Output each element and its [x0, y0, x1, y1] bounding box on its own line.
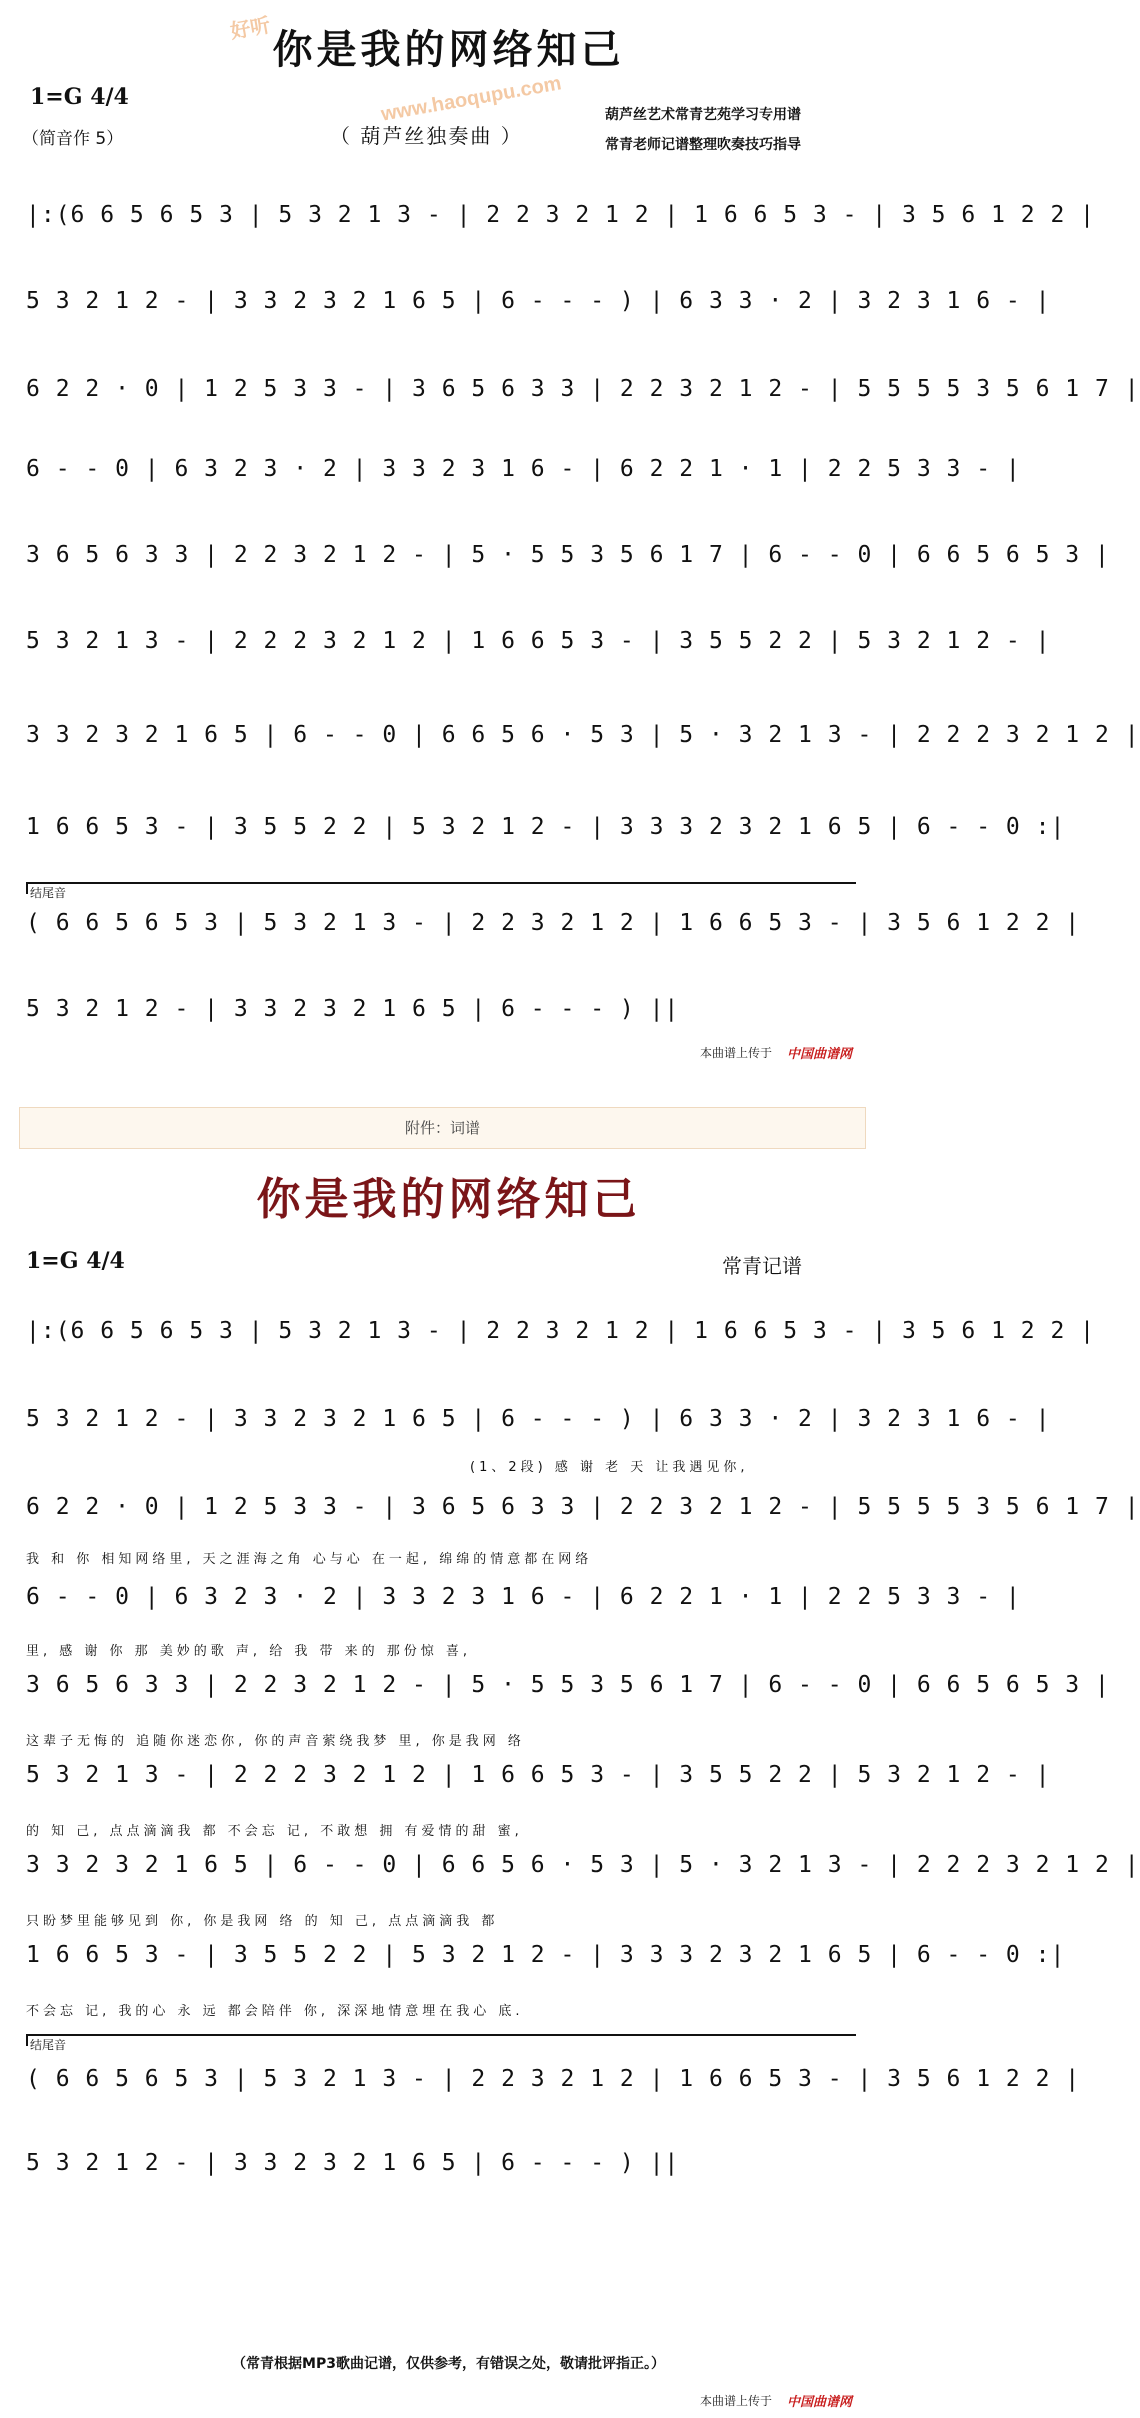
sheet1-score-line: 6 2 2 · 0 | 1 2 5 3 3 - | 3 6 5 6 3 3 | 2 2 3 2 1 2 - | 5 5 5 5 3 5 6 1 7 | — [26, 376, 1140, 402]
sheet1-key: 1=G 4/4 — [30, 84, 129, 110]
sheet2-score-line: 6 2 2 · 0 | 1 2 5 3 3 - | 3 6 5 6 3 3 | 2 2 3 2 1 2 - | 5 5 5 5 3 5 6 1 7 | — [26, 1494, 1140, 1520]
sheet1-score-line: 5 3 2 1 2 - | 3 3 2 3 2 1 6 5 | 6 - - - ) | 6 3 3 · 2 | 3 2 3 1 6 - | — [26, 288, 1051, 314]
sheet2-score-line: 1 6 6 5 3 - | 3 5 5 2 2 | 5 3 2 1 2 - | 3 3 3 2 3 2 1 6 5 | 6 - - 0 :| — [26, 1942, 1066, 1968]
sheet1-title: 你是我的网络知己 — [272, 27, 625, 73]
sheet1-score-line: 3 6 5 6 3 3 | 2 2 3 2 1 2 - | 5 · 5 5 3 5 6 1 7 | 6 - - 0 | 6 6 5 6 5 3 | — [26, 542, 1110, 568]
sheet2-ending-label: 结尾音 — [30, 2038, 67, 2052]
sheet2-lyric-line: 这辈子无悔的 追随你迷恋你, 你的声音萦绕我梦 里, 你是我网 络 — [26, 1734, 525, 1749]
sheet1-ending-bracket-tick — [26, 882, 28, 894]
sheet1-score-line: 5 3 2 1 3 - | 2 2 2 3 2 1 2 | 1 6 6 5 3 - | 3 5 5 2 2 | 5 3 2 1 2 - | — [26, 628, 1051, 654]
sheet2-title: 你是我的网络知己 — [256, 1174, 641, 1225]
sheet1-upload-text: 本曲谱上传于 — [700, 1046, 773, 1060]
attachment-label: 附件：词谱 — [404, 1119, 480, 1137]
watermark-brand: 好听 — [228, 14, 273, 44]
sheet2-lyric-line: 只盼梦里能够见到 你, 你是我网 络 的 知 己, 点点滴滴我 都 — [26, 1914, 499, 1929]
sheet2-score-line: 5 3 2 1 3 - | 2 2 2 3 2 1 2 | 1 6 6 5 3 - | 3 5 5 2 2 | 5 3 2 1 2 - | — [26, 1762, 1051, 1788]
sheet2-score-line: 5 3 2 1 2 - | 3 3 2 3 2 1 6 5 | 6 - - - ) | 6 3 3 · 2 | 3 2 3 1 6 - | — [26, 1406, 1051, 1432]
sheet2-score-line: 3 3 2 3 2 1 6 5 | 6 - - 0 | 6 6 5 6 · 5 3 | 5 · 3 2 1 3 - | 2 2 2 3 2 1 2 | — [26, 1852, 1140, 1878]
sheet2-ending-bracket — [26, 2034, 856, 2036]
sheet1-credit-line2: 常青老师记谱整理吹奏技巧指导 — [605, 137, 801, 153]
sheet2-score-line: |:(6 6 5 6 5 3 | 5 3 2 1 3 - | 2 2 3 2 1 2 | 1 6 6 5 3 - | 3 5 6 1 2 2 | — [26, 1318, 1095, 1344]
sheet2-footer-note: （常青根据MP3歌曲记谱，仅供参考，有错误之处，敬请批评指正。） — [232, 2356, 665, 2372]
sheet1-credit-line1: 葫芦丝艺术常青艺苑学习专用谱 — [605, 107, 801, 123]
sheet2-lyric-line: 不会忘 记, 我的心 永 远 都会陪伴 你, 深深地情意埋在我心 底. — [26, 2004, 524, 2019]
sheet1-subtitle: （ 葫芦丝独奏曲 ） — [330, 124, 523, 148]
sheet2-ending-line: ( 6 6 5 6 5 3 | 5 3 2 1 3 - | 2 2 3 2 1 2 | 1 6 6 5 3 - | 3 5 6 1 2 2 | — [26, 2066, 1081, 2092]
sheet1-ending-bracket — [26, 882, 856, 884]
sheet2-lyric-line: 的 知 己, 点点滴滴我 都 不会忘 记, 不敢想 拥 有爱情的甜 蜜, — [26, 1824, 523, 1839]
sheet2-ending-line: 5 3 2 1 2 - | 3 3 2 3 2 1 6 5 | 6 - - - ) || — [26, 2150, 680, 2176]
sheet1-ending-line: ( 6 6 5 6 5 3 | 5 3 2 1 3 - | 2 2 3 2 1 2 | 1 6 6 5 3 - | 3 5 6 1 2 2 | — [26, 910, 1081, 936]
watermark-domain: www.haoqupu.com — [379, 72, 564, 126]
sheet1-ending-line: 5 3 2 1 2 - | 3 3 2 3 2 1 6 5 | 6 - - - ) || — [26, 996, 680, 1022]
sheet1-notation-source: （简音作 5） — [22, 129, 124, 149]
sheet1-ending-label: 结尾音 — [30, 886, 67, 900]
sheet1-score-line: |:(6 6 5 6 5 3 | 5 3 2 1 3 - | 2 2 3 2 1 2 | 1 6 6 5 3 - | 3 5 6 1 2 2 | — [26, 202, 1095, 228]
attachment-bar — [19, 1107, 866, 1149]
sheet2-key: 1=G 4/4 — [26, 1248, 125, 1274]
sheet2-score-line: 3 6 5 6 3 3 | 2 2 3 2 1 2 - | 5 · 5 5 3 5 6 1 7 | 6 - - 0 | 6 6 5 6 5 3 | — [26, 1672, 1110, 1698]
sheet1-upload-site: 中国曲谱网 — [787, 1047, 853, 1062]
sheet1-score-line: 3 3 2 3 2 1 6 5 | 6 - - 0 | 6 6 5 6 · 5 3 | 5 · 3 2 1 3 - | 2 2 2 3 2 1 2 | — [26, 722, 1140, 748]
sheet2-score-line: 6 - - 0 | 6 3 2 3 · 2 | 3 3 2 3 1 6 - | 6 2 2 1 · 1 | 2 2 5 3 3 - | — [26, 1584, 1021, 1610]
sheet2-lyric-line: (1、2段) 感 谢 老 天 让我遇见你, — [470, 1460, 749, 1475]
sheet2-lyric-line: 里, 感 谢 你 那 美妙的歌 声, 给 我 带 来的 那份惊 喜, — [26, 1644, 471, 1659]
sheet2-upload-text: 本曲谱上传于 — [700, 2394, 773, 2408]
sheet2-ending-bracket-tick — [26, 2034, 28, 2046]
sheet2-lyric-line: 我 和 你 相知网络里, 天之涯海之角 心与心 在一起, 绵绵的情意都在网络 — [26, 1552, 593, 1567]
sheet2-credit: 常青记谱 — [722, 1254, 802, 1278]
sheet1-score-line: 1 6 6 5 3 - | 3 5 5 2 2 | 5 3 2 1 2 - | 3 3 3 2 3 2 1 6 5 | 6 - - 0 :| — [26, 814, 1066, 840]
sheet2-upload-site: 中国曲谱网 — [787, 2395, 853, 2410]
sheet1-score-line: 6 - - 0 | 6 3 2 3 · 2 | 3 3 2 3 1 6 - | 6 2 2 1 · 1 | 2 2 5 3 3 - | — [26, 456, 1021, 482]
